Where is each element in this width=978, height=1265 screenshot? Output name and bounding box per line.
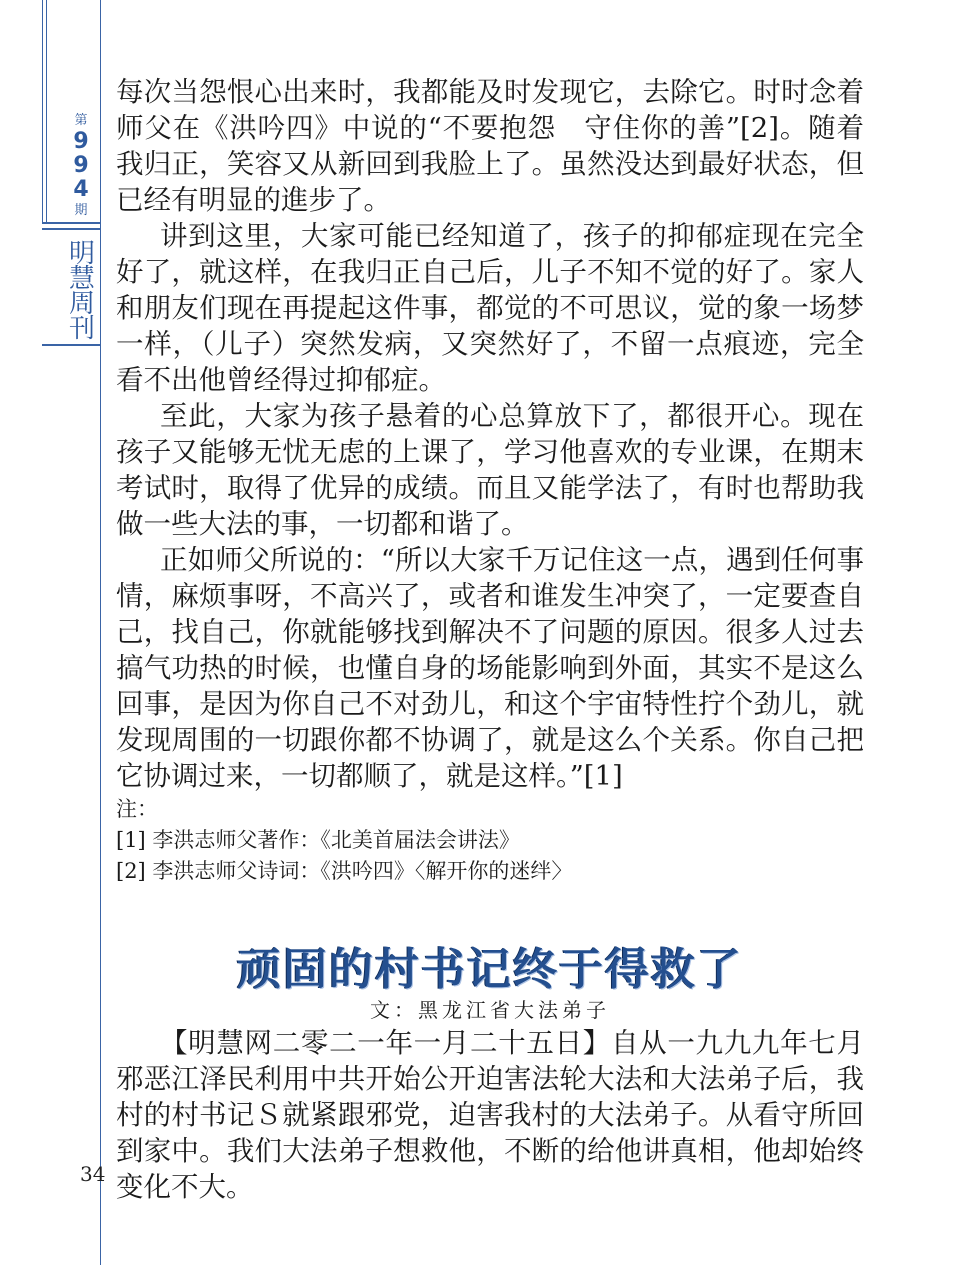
issue-digit: 9 xyxy=(73,129,89,154)
footnotes xyxy=(116,794,864,887)
sidebar xyxy=(40,0,100,350)
notes-label: 注： xyxy=(116,797,158,821)
sidebar-divider xyxy=(42,344,100,346)
article-paragraph: 至此，大家为孩子悬着的心总算放下了，都很开心。现在孩子又能够无忧无虑的上课了，学习他喜欢的专业课，在期末考试时，取得了优异的成绩。而且又能学法了，有时也帮助我做一些大法的事，一切都和谐了。 xyxy=(116,400,864,540)
brand-char: 慧 xyxy=(68,264,95,294)
brand-char: 明 xyxy=(68,239,95,269)
article-paragraph: 【明慧网二零二一年一月二十五日】自从一九九九年七月邪恶江泽民利用中共开始公开迫害法轮大法和大法弟子后，我村的村书记Ｓ就紧跟邪党，迫害我村的大法弟子。从看守所回到家中。我们大法弟子想救他，不断的给他讲真相，他却始终变化不大。 xyxy=(116,1027,864,1203)
brand-char: 刊 xyxy=(68,314,95,344)
sidebar-divider xyxy=(42,228,100,230)
page-content xyxy=(116,74,864,1205)
footnote: [1] 李洪志师父著作：《北美首届法会讲法》 xyxy=(116,828,520,852)
issue-digit: 9 xyxy=(73,153,89,178)
footnote: [2] 李洪志师父诗词：《洪吟四》〈解开你的迷绊〉 xyxy=(116,859,573,883)
article-paragraph: 正如师父所说的：“所以大家千万记住这一点，遇到任何事情，麻烦事呀，不高兴了，或者和谁发生冲突了，一定要查自己，找自己，你就能够找到解决不了问题的原因。很多人过去搞气功热的时候，也懂自身的场能影响到外面，其实不是这么回事，是因为你自己不对劲儿，和这个宇宙特性拧个劲儿，就发现周围的一切跟你都不协调了，就是这么个关系。你自己把它协调过来，一切都顺了，就是这样。”[1] xyxy=(116,544,864,792)
brand-char: 周 xyxy=(68,289,95,319)
article-paragraph: 每次当怨恨心出来时，我都能及时发现它，去除它。时时念着师父在《洪吟四》中说的“不要抱怨 守住你的善”[2]。随着我归正，笑容又从新回到我脸上了。虽然没达到最好状态，但已经有明显的進步了。 xyxy=(116,76,864,216)
page-number: 34 xyxy=(80,1162,106,1186)
publication-name xyxy=(66,239,98,344)
issue-digit: 4 xyxy=(73,177,89,202)
margin-rule xyxy=(100,0,101,1265)
article-paragraph: 讲到这里，大家可能已经知道了，孩子的抑郁症现在完全好了，就这样，在我归正自己后，儿子不知不觉的好了。家人和朋友们现在再提起这件事，都觉的不可思议，觉的象一场梦一样，（儿子）突然发病，又突然好了，不留一点痕迹，完全看不出他曾经得过抑郁症。 xyxy=(116,220,864,396)
article-byline: 文：黑龙江省大法弟子 xyxy=(370,998,610,1022)
article-title: 顽固的村书记终于得救了 xyxy=(237,944,743,995)
issue-prefix: 第 xyxy=(74,113,88,128)
sidebar-divider xyxy=(42,222,100,224)
issue-number xyxy=(64,112,98,220)
issue-suffix: 期 xyxy=(74,203,88,218)
